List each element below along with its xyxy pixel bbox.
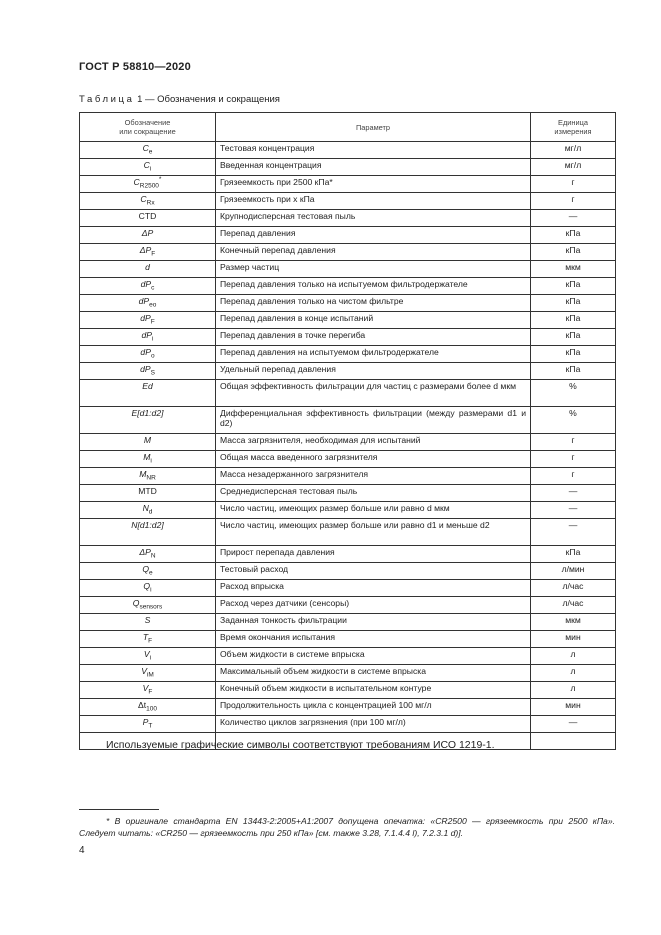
symbol-subscript: i (150, 457, 152, 465)
unit-cell: л/час (531, 597, 616, 614)
parameter-cell: Конечный перепад давления (216, 244, 531, 261)
symbol-cell (80, 380, 216, 407)
symbol-cell (80, 546, 216, 563)
unit-cell: мкм (531, 614, 616, 631)
unit-cell: г (531, 468, 616, 485)
parameter-cell: Заданная тонкость фильтрации (216, 614, 531, 631)
unit-cell: — (531, 210, 616, 227)
table-row (80, 614, 616, 631)
symbol-text: Q (143, 581, 151, 591)
parameter-cell: Общая эффективность фильтрации для частиц с размерами более d мкм (216, 380, 531, 407)
table-row (80, 434, 616, 451)
table-row (80, 699, 616, 716)
symbol-subscript: i (150, 586, 152, 594)
symbol-subscript: c (151, 284, 155, 292)
parameter-cell: Дифференциальная эффективность фильтрации (между размерами d1 и d2) (216, 407, 531, 434)
symbol-cell (80, 295, 216, 312)
page-number: 4 (79, 845, 85, 856)
table-row (80, 176, 616, 193)
symbol-text: C (140, 194, 147, 204)
unit-cell: кПа (531, 227, 616, 244)
symbol-subscript: F (151, 250, 156, 258)
parameter-cell: Масса загрязнителя, необходимая для испытаний (216, 434, 531, 451)
parameter-cell: Объем жидкости в системе впрыска (216, 648, 531, 665)
unit-cell: кПа (531, 312, 616, 329)
table-caption-prefix: Таблица (79, 94, 135, 105)
symbol-text: E[d1:d2] (131, 408, 164, 418)
unit-cell: г (531, 193, 616, 210)
parameter-cell: Перепад давления (216, 227, 531, 244)
table-row (80, 451, 616, 468)
symbol-cell (80, 210, 216, 227)
table-row (80, 716, 616, 733)
symbol-cell (80, 682, 216, 699)
symbol-text: Q (142, 564, 150, 574)
table-row (80, 142, 616, 159)
symbol-text: dP (140, 313, 151, 323)
symbol-cell (80, 176, 216, 193)
symbol-subscript: Rx (146, 199, 155, 207)
table-row (80, 546, 616, 563)
parameter-cell: Число частиц, имеющих размер больше или равно d1 и меньше d2 (216, 519, 531, 546)
parameter-cell: Крупнодисперсная тестовая пыль (216, 210, 531, 227)
table-row (80, 278, 616, 295)
parameter-cell: Общая масса введенного загрязнителя (216, 451, 531, 468)
unit-cell: кПа (531, 244, 616, 261)
symbol-text: CTD (138, 211, 157, 221)
table-row (80, 485, 616, 502)
symbol-text: dP (140, 347, 151, 357)
symbol-cell (80, 363, 216, 380)
parameter-cell: Количество циклов загрязнения (при 100 мг/л) (216, 716, 531, 733)
symbol-subscript: 100 (146, 705, 157, 713)
symbol-subscript: NR (146, 474, 156, 482)
table-row (80, 329, 616, 346)
table-body (80, 142, 616, 750)
symbol-text: V (142, 683, 149, 693)
symbol-subscript: iM (146, 671, 154, 679)
symbol-cell (80, 434, 216, 451)
parameter-cell: Грязеемкость при x кПа (216, 193, 531, 210)
table-row (80, 665, 616, 682)
table-caption-number: 1 (137, 94, 143, 105)
table-row (80, 244, 616, 261)
symbol-subscript: e (149, 569, 153, 577)
symbol-cell (80, 563, 216, 580)
symbol-cell (80, 142, 216, 159)
symbol-cell (80, 614, 216, 631)
table-row (80, 312, 616, 329)
unit-cell: мкм (531, 261, 616, 278)
symbol-cell (80, 407, 216, 434)
parameter-cell: Конечный объем жидкости в испытательном контуре (216, 682, 531, 699)
symbol-text: N[d1:d2] (131, 520, 164, 530)
symbol-text: ΔP (141, 228, 154, 238)
document-header: ГОСТ Р 58810—2020 (79, 61, 191, 73)
parameter-cell: Удельный перепад давления (216, 363, 531, 380)
symbol-cell (80, 346, 216, 363)
symbol-subscript: S (150, 369, 155, 377)
table-row (80, 502, 616, 519)
table-row (80, 261, 616, 278)
table-row (80, 363, 616, 380)
unit-cell: кПа (531, 278, 616, 295)
symbol-cell (80, 451, 216, 468)
table-row (80, 580, 616, 597)
unit-cell: % (531, 407, 616, 434)
unit-cell: кПа (531, 329, 616, 346)
parameter-cell: Продолжительность цикла с концентрацией 100 мг/л (216, 699, 531, 716)
symbol-subscript: N (150, 552, 156, 560)
unit-cell: г (531, 434, 616, 451)
unit-cell: — (531, 716, 616, 733)
symbol-cell (80, 648, 216, 665)
unit-cell: мг/л (531, 142, 616, 159)
symbol-cell (80, 485, 216, 502)
symbol-text: MTD (138, 486, 157, 496)
symbol-subscript: o (150, 352, 155, 360)
table-header-row (80, 113, 616, 142)
parameter-cell: Прирост перепада давления (216, 546, 531, 563)
symbols-table (79, 112, 616, 750)
table-caption-text: — Обозначения и сокращения (142, 94, 280, 105)
symbol-text: dP (140, 364, 151, 374)
table-row (80, 346, 616, 363)
unit-cell: л/мин (531, 563, 616, 580)
symbol-text: P (142, 717, 149, 727)
unit-cell: мин (531, 699, 616, 716)
symbol-superscript: * (158, 176, 162, 184)
table-row (80, 380, 616, 407)
symbol-cell (80, 278, 216, 295)
parameter-cell: Тестовый расход (216, 563, 531, 580)
unit-cell: кПа (531, 363, 616, 380)
symbol-text: ΔP (139, 245, 152, 255)
symbol-cell (80, 716, 216, 733)
symbol-text: M (143, 452, 151, 462)
symbol-text: M (143, 435, 152, 445)
parameter-cell: Среднедисперсная тестовая пыль (216, 485, 531, 502)
footnote-separator (79, 809, 159, 810)
parameter-cell: Тестовая концентрация (216, 142, 531, 159)
symbol-subscript: i (149, 165, 152, 173)
table-row (80, 519, 616, 546)
unit-cell: л (531, 665, 616, 682)
symbol-cell (80, 329, 216, 346)
symbol-subscript: i (152, 335, 154, 343)
symbol-cell (80, 227, 216, 244)
symbol-subscript: i (149, 654, 152, 662)
table-row (80, 597, 616, 614)
symbol-subscript: eo (149, 301, 157, 309)
unit-cell: мг/л (531, 159, 616, 176)
unit-cell: л/час (531, 580, 616, 597)
unit-cell: л (531, 648, 616, 665)
unit-cell: % (531, 380, 616, 407)
table-caption (79, 94, 280, 105)
symbol-text: d (145, 262, 150, 272)
symbol-subscript: F (148, 688, 153, 696)
table-row (80, 159, 616, 176)
symbol-text: dP (141, 330, 153, 340)
unit-cell: — (531, 485, 616, 502)
column-header-unit: Единица измерения (531, 113, 616, 142)
unit-cell: г (531, 176, 616, 193)
table-row (80, 227, 616, 244)
unit-cell (531, 733, 616, 750)
table-row (80, 468, 616, 485)
parameter-cell: Расход через датчики (сенсоры) (216, 597, 531, 614)
symbol-text: dP (140, 279, 152, 289)
parameter-cell: Размер частиц (216, 261, 531, 278)
table-row (80, 193, 616, 210)
symbol-cell (80, 502, 216, 519)
table-row (80, 295, 616, 312)
symbol-subscript: T (148, 722, 153, 730)
unit-cell: кПа (531, 346, 616, 363)
symbol-cell (80, 699, 216, 716)
parameter-cell: Перепад давления на испытуемом фильтродержателе (216, 346, 531, 363)
parameter-cell: Время окончания испытания (216, 631, 531, 648)
symbol-cell (80, 519, 216, 546)
symbol-cell (80, 312, 216, 329)
parameter-cell: Перепад давления в конце испытаний (216, 312, 531, 329)
symbol-cell (80, 159, 216, 176)
parameter-cell: Перепад давления только на чистом фильтре (216, 295, 531, 312)
parameter-cell: Максимальный объем жидкости в системе впрыска (216, 665, 531, 682)
symbol-cell (80, 468, 216, 485)
table-row (80, 631, 616, 648)
unit-cell: — (531, 519, 616, 546)
symbol-subscript: F (148, 637, 153, 645)
symbol-cell (80, 580, 216, 597)
symbol-cell (80, 631, 216, 648)
symbol-subscript: d (148, 508, 153, 516)
parameter-cell: Перепад давления в точке перегиба (216, 329, 531, 346)
symbol-subscript: R2500 (139, 182, 159, 190)
unit-cell: л (531, 682, 616, 699)
parameter-cell: Введенная концентрация (216, 159, 531, 176)
parameter-cell: Масса незадержанного загрязнителя (216, 468, 531, 485)
symbol-text: Ed (142, 381, 153, 391)
unit-cell: кПа (531, 546, 616, 563)
graphic-symbols-note: Используемые графические символы соответствуют требованиям ИСО 1219-1. (106, 739, 495, 751)
parameter-cell: Число частиц, имеющих размер больше или равно d мкм (216, 502, 531, 519)
symbol-subscript: F (150, 318, 155, 326)
symbol-text: C (143, 160, 150, 170)
footnote: * В оригинале стандарта EN 13443-2:2005+A1:2007 допущена опечатка: «CR2500 — грязеемкость при 2500 кПа». Следует читать: «CR250 — грязеемкость при 250 кПа» [см. также 3.28, 7.1.4.4 l), 7.2.3.1 d)]. (79, 816, 615, 838)
symbol-text: M (139, 469, 147, 479)
symbol-text: ΔP (139, 547, 151, 557)
unit-cell: мин (531, 631, 616, 648)
symbol-text: N (142, 503, 149, 513)
symbol-text: Δt (138, 700, 147, 710)
symbol-text: Q (132, 598, 140, 608)
symbol-subscript: e (148, 148, 153, 156)
symbol-text: C (142, 143, 149, 153)
parameter-cell: Расход впрыска (216, 580, 531, 597)
symbol-cell (80, 244, 216, 261)
table-row (80, 407, 616, 434)
symbol-text: T (142, 632, 149, 642)
column-header-parameter: Параметр (216, 113, 531, 142)
symbol-text: V (143, 649, 150, 659)
column-header-symbol: Обозначение или сокращение (80, 113, 216, 142)
symbol-text: C (133, 177, 140, 187)
symbol-cell (80, 597, 216, 614)
table-row (80, 648, 616, 665)
symbol-subscript: sensors (139, 603, 163, 611)
symbol-text: V (141, 666, 147, 676)
symbol-text: dP (138, 296, 150, 306)
table-row (80, 563, 616, 580)
unit-cell: — (531, 502, 616, 519)
symbol-cell (80, 261, 216, 278)
table-row (80, 682, 616, 699)
parameter-cell: Перепад давления только на испытуемом фильтродержателе (216, 278, 531, 295)
unit-cell: кПа (531, 295, 616, 312)
symbol-cell (80, 665, 216, 682)
table-row (80, 210, 616, 227)
symbol-cell (80, 193, 216, 210)
parameter-cell: Грязеемкость при 2500 кПа* (216, 176, 531, 193)
symbol-text: S (144, 615, 151, 625)
unit-cell: г (531, 451, 616, 468)
